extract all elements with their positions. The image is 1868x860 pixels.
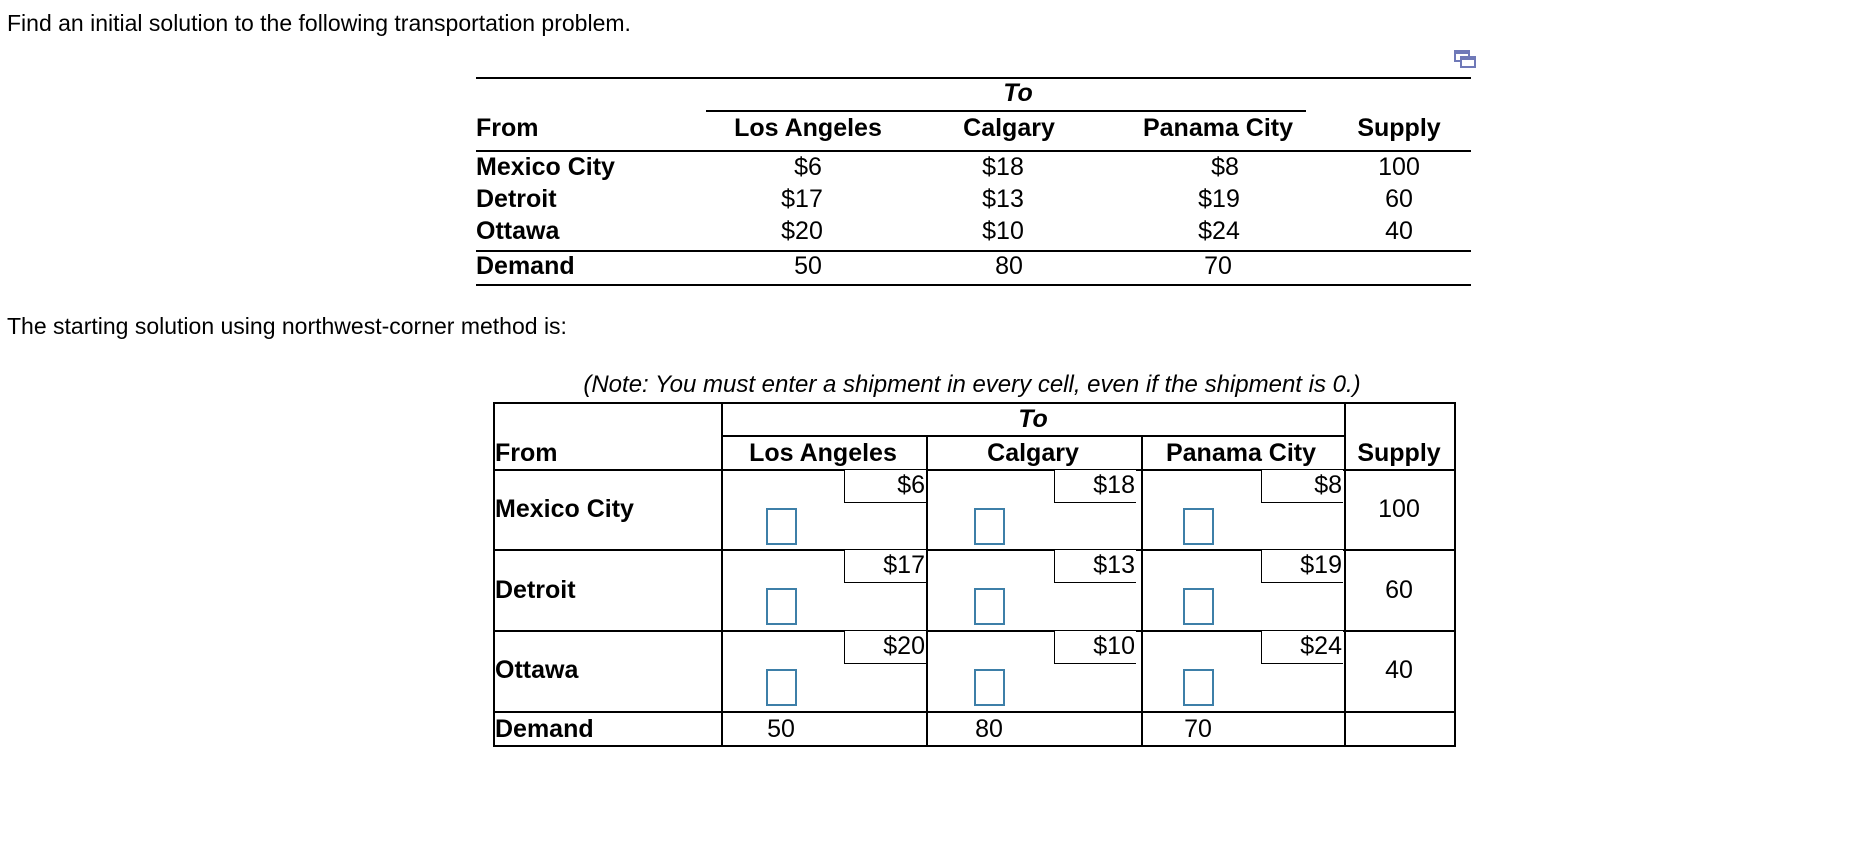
header-calgary: Calgary (963, 114, 1055, 142)
shipment-input-detroit-los-angeles[interactable] (766, 588, 797, 625)
question-prompt: Find an initial solution to the following transportation problem. (7, 10, 631, 36)
unit-cost: $18 (1054, 470, 1136, 503)
demand-cell: 50 (794, 252, 822, 280)
problem-table (476, 77, 1471, 287)
demand-cell: 70 (1204, 252, 1232, 280)
cost-cell: $19 (1198, 185, 1240, 213)
demand-cell: 80 (995, 252, 1023, 280)
cost-cell: $8 (1211, 153, 1239, 181)
demand-label: Demand (495, 715, 594, 743)
cost-cell: $17 (781, 185, 823, 213)
header-supply: Supply (1357, 439, 1441, 467)
shipment-input-detroit-panama-city[interactable] (1183, 588, 1214, 625)
shipment-input-mexico-city-panama-city[interactable] (1183, 508, 1214, 545)
unit-cost: $13 (1054, 550, 1136, 583)
cost-cell: $13 (982, 185, 1024, 213)
unit-cost: $6 (844, 470, 926, 503)
cost-cell: $20 (781, 217, 823, 245)
unit-cost: $20 (844, 631, 926, 664)
supply-cell: 60 (1385, 185, 1413, 213)
shipment-input-mexico-city-los-angeles[interactable] (766, 508, 797, 545)
demand-label: Demand (476, 252, 575, 280)
row-source: Ottawa (476, 217, 560, 245)
shipment-input-ottawa-panama-city[interactable] (1183, 669, 1214, 706)
cost-cell: $24 (1198, 217, 1240, 245)
supply-cell: 60 (1385, 576, 1413, 604)
solution-prompt: The starting solution using northwest-corner method is: (7, 313, 567, 339)
popout-window-icon[interactable] (1454, 50, 1476, 68)
shipment-input-mexico-city-calgary[interactable] (974, 508, 1005, 545)
row-source: Detroit (476, 185, 557, 213)
supply-cell: 40 (1385, 217, 1413, 245)
unit-cost: $17 (844, 550, 926, 583)
unit-cost: $8 (1261, 470, 1343, 503)
row-source: Ottawa (495, 656, 579, 684)
cost-cell: $10 (982, 217, 1024, 245)
shipment-input-ottawa-calgary[interactable] (974, 669, 1005, 706)
demand-cell: 70 (1184, 715, 1212, 743)
demand-cell: 80 (975, 715, 1003, 743)
unit-cost: $10 (1054, 631, 1136, 664)
row-source: Mexico City (495, 495, 634, 523)
row-source: Detroit (495, 576, 576, 604)
cost-cell: $6 (794, 153, 822, 181)
from-label: From (476, 114, 539, 142)
instruction-note: (Note: You must enter a shipment in every cell, even if the shipment is 0.) (583, 371, 1361, 398)
header-panama-city: Panama City (1142, 114, 1294, 142)
row-source: Mexico City (476, 153, 615, 181)
shipment-input-detroit-calgary[interactable] (974, 588, 1005, 625)
from-label: From (495, 439, 558, 467)
header-panama-city: Panama City (1165, 439, 1317, 467)
demand-cell: 50 (767, 715, 795, 743)
unit-cost: $24 (1261, 631, 1343, 664)
header-calgary: Calgary (987, 439, 1079, 467)
cost-cell: $18 (982, 153, 1024, 181)
header-supply: Supply (1357, 114, 1441, 142)
supply-cell: 100 (1378, 153, 1420, 181)
to-label: To (1018, 405, 1048, 433)
unit-cost: $19 (1261, 550, 1343, 583)
supply-cell: 100 (1378, 495, 1420, 523)
solution-table (493, 402, 1455, 747)
header-los-angeles: Los Angeles (734, 114, 882, 142)
header-los-angeles: Los Angeles (749, 439, 897, 467)
supply-cell: 40 (1385, 656, 1413, 684)
to-label: To (1003, 79, 1033, 107)
shipment-input-ottawa-los-angeles[interactable] (766, 669, 797, 706)
